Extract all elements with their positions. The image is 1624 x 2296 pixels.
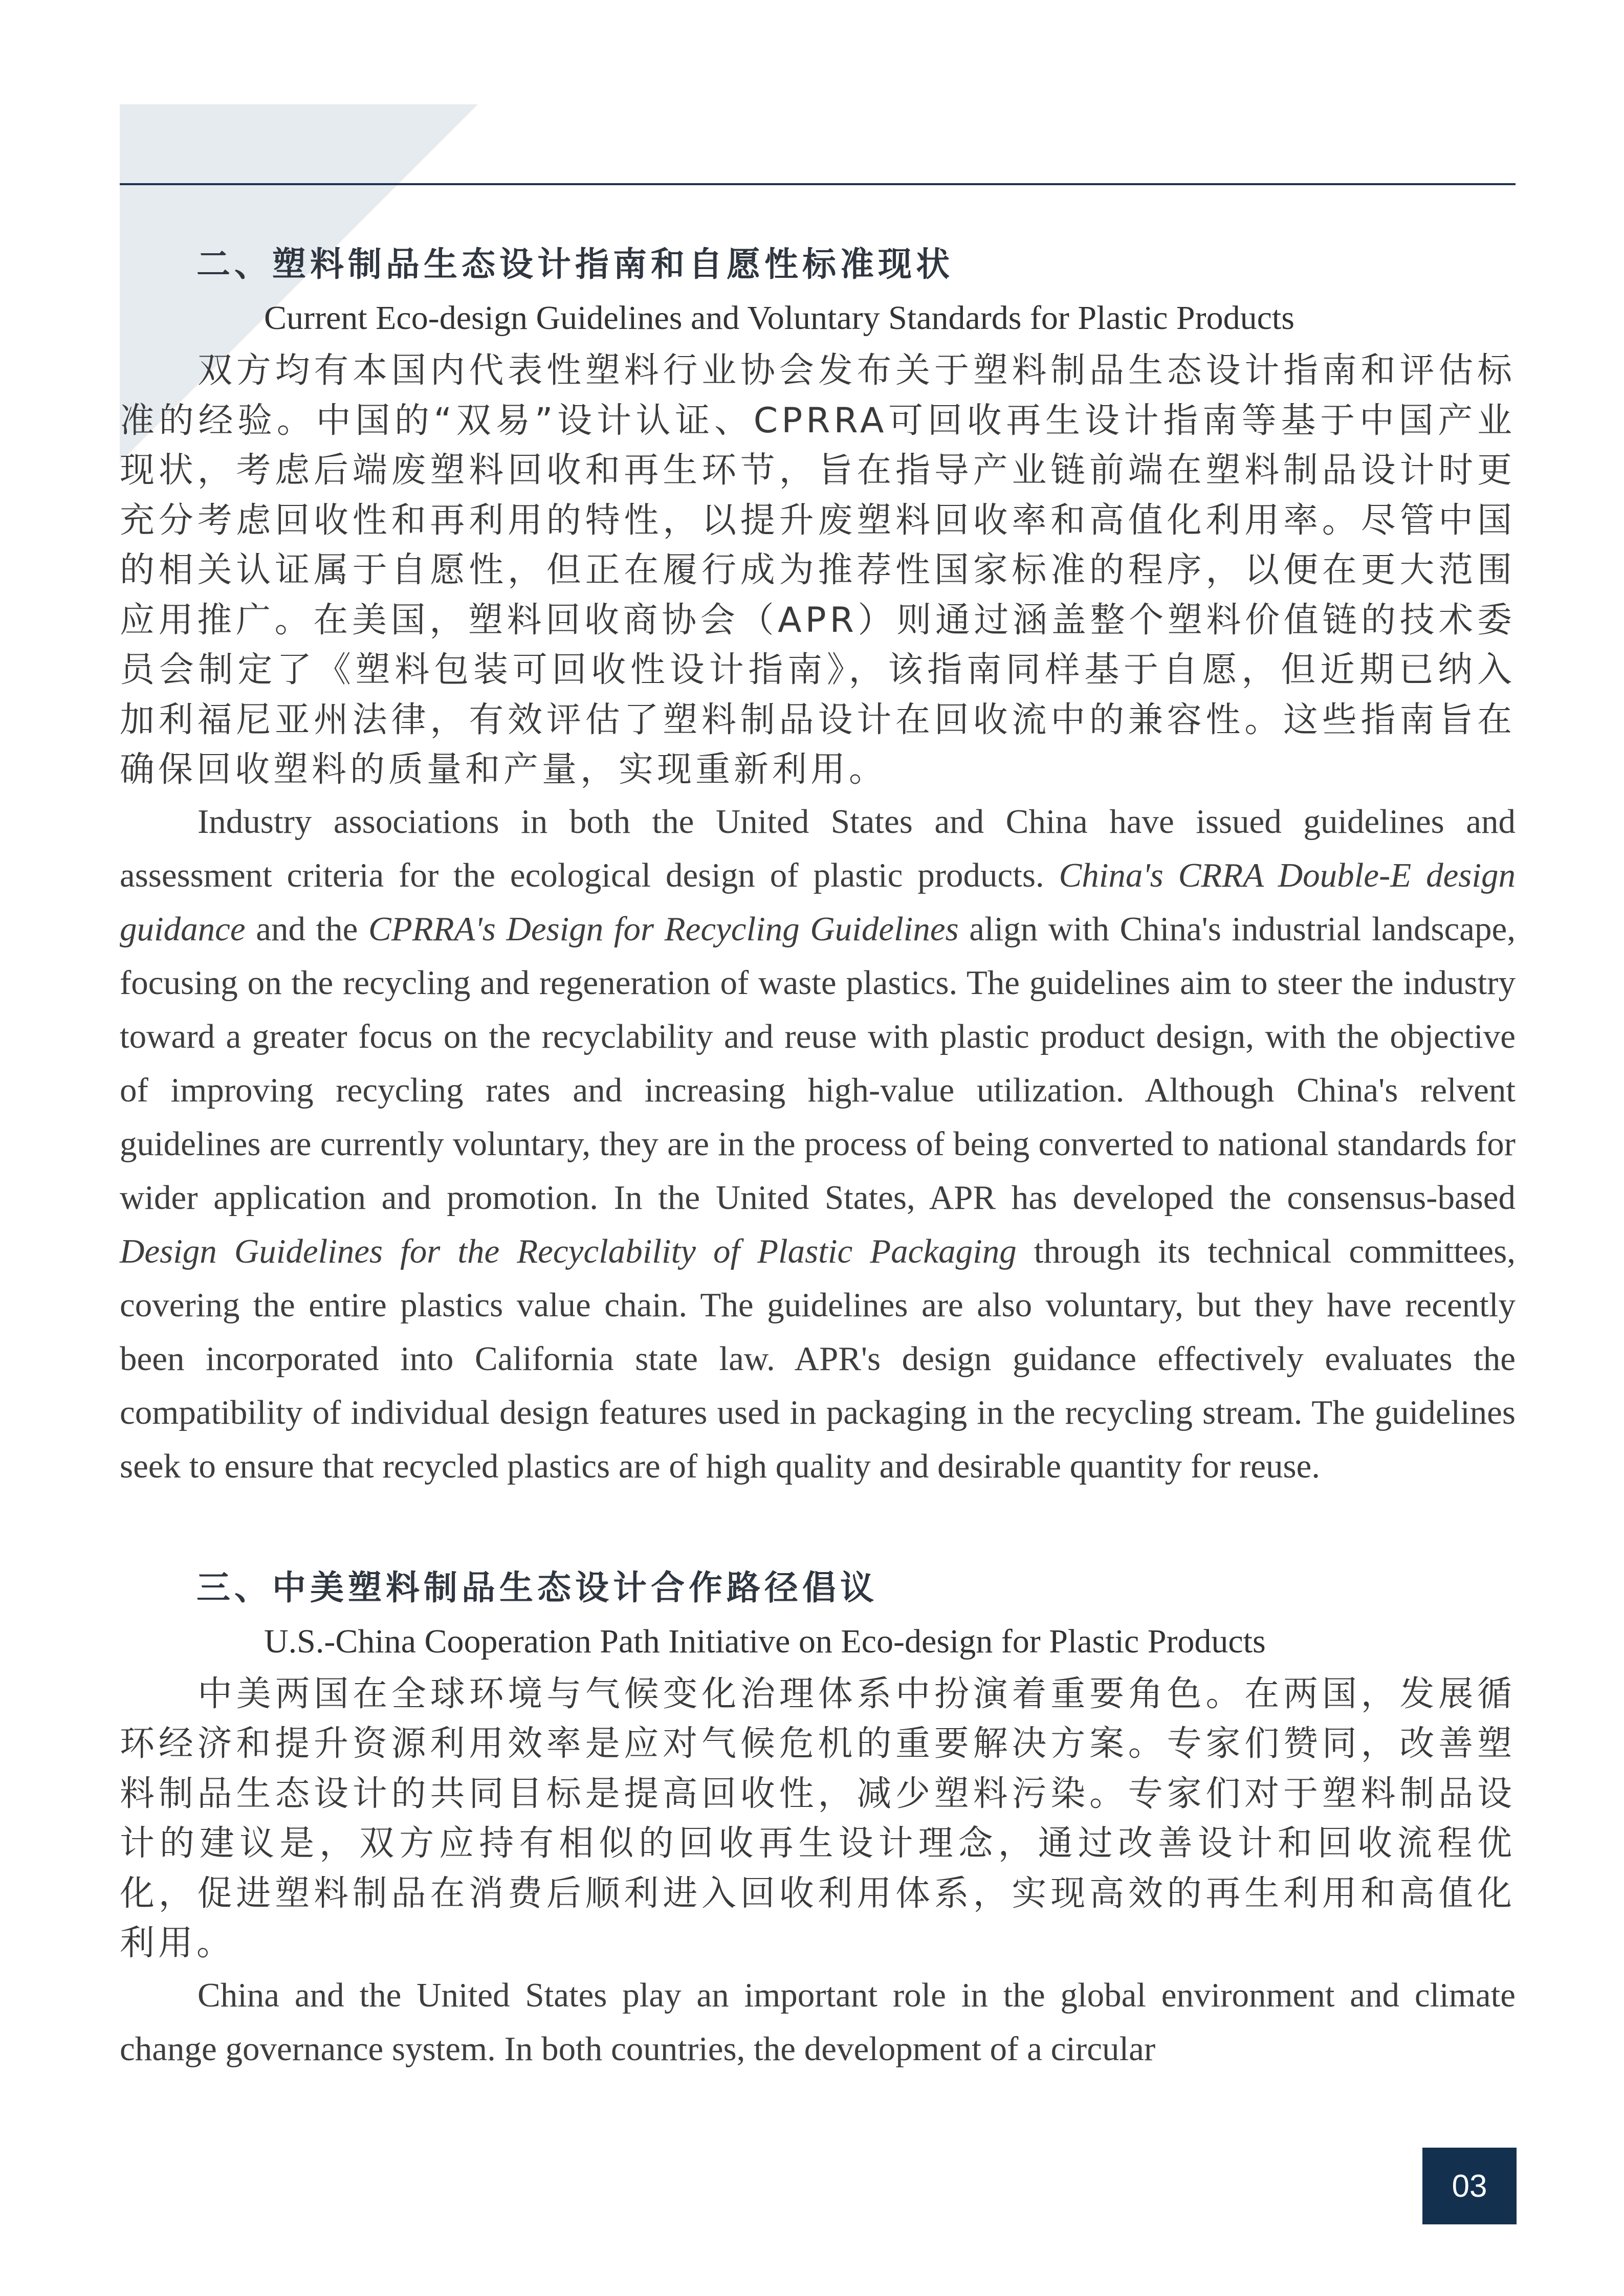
section-2-title: 二、塑料制品生态设计指南和自愿性标准现状: [196, 245, 954, 284]
reference-cprra-guidelines: CPRRA's Design for Recycling Guidelines: [368, 910, 959, 948]
section-2-paragraph-zh: 双方均有本国内代表性塑料行业协会发布关于塑料制品生态设计指南和评估标准的经验。中国的“双易”设计认证、CPRRA可回收再生设计指南等基于中国产业现状，考虑后端废塑料回收和再生环节，旨在指导产业链前端在塑料制品设计时更充分考虑回收性和再利用的特性，以提升废塑料回收率和高值化利用率。尽管中国的相关认证属于自愿性，但正在履行成为推荐性国家标准的程序，以便在更大范围应用推广。在美国，塑料回收商协会（APR）则通过涵盖整个塑料价值链的技术委员会制定了《塑料包装可回收性设计指南》，该指南同样基于自愿，但近期已纳入加利福尼亚州法律，有效评估了塑料制品设计在回收流中的兼容性。这些指南旨在确保回收塑料的质量和产量，实现重新利用。: [120, 350, 1516, 790]
section-gap: [120, 1493, 1516, 1560]
section-3-paragraph-en: China and the United States play an important role in the global environment and climate change governance system. In both countries, the development of a circular: [120, 1976, 1516, 2068]
section-3-title: 三、中美塑料制品生态设计合作路径倡议: [196, 1568, 878, 1607]
section-2-subtitle: Current Eco-design Guidelines and Voluntary Standards for Plastic Products: [264, 299, 1294, 337]
section-2-paragraph-en: Industry associations in both the United States and China have issued guidelines and assessment criteria for the ecological design of plastic products. China's CRRA Double-E design guidance and the CPRRA's Design for Recycling Guidelines align with China's industrial landscape, focusing on the recycling and regeneration of waste plastics. The guidelines aim to steer the industry toward a greater focus on the recyclability and reuse with plastic product design, with the objective of improving recycling rates and increasing high-value utilization. Although China's relvent guidelines are currently voluntary, they are in the process of being converted to national standards for wider application and promotion. In the United States, APR has developed the consensus-based Design Guidelines for the Recyclability of Plastic Packaging through its technical committees, covering the entire plastics value chain. The guidelines are also voluntary, but they have recently been incorporated into California state law. APR's design guidance effectively evaluates the compatibility of individual design features used in packaging in the recycling stream. The guidelines seek to ensure that recycled plastics are of high quality and desirable quantity for reuse.: [120, 802, 1516, 1485]
reference-apr-guidelines: Design Guidelines for the Recyclability of Plastic Packaging: [120, 1232, 1017, 1270]
section-3-subtitle: U.S.-China Cooperation Path Initiative on Eco-design for Plastic Products: [264, 1622, 1266, 1660]
page-number: 03: [1422, 2148, 1517, 2224]
reference-crra-double-e: China's CRRA Double-E design guidance: [120, 856, 1516, 948]
section-3-paragraph-zh: 中美两国在全球环境与气候变化治理体系中扮演着重要角色。在两国，发展循环经济和提升资源利用效率是应对气候危机的重要解决方案。专家们赞同，改善塑料制品生态设计的共同目标是提高回收性，减少塑料污染。专家们对于塑料制品设计的建议是，双方应持有相似的回收再生设计理念，通过改善设计和回收流程优化，促进塑料制品在消费后顺利进入回收利用体系，实现高效的再生利用和高值化利用。: [120, 1673, 1516, 1963]
page-content: [120, 236, 1516, 2076]
header-rule: [120, 183, 1516, 185]
